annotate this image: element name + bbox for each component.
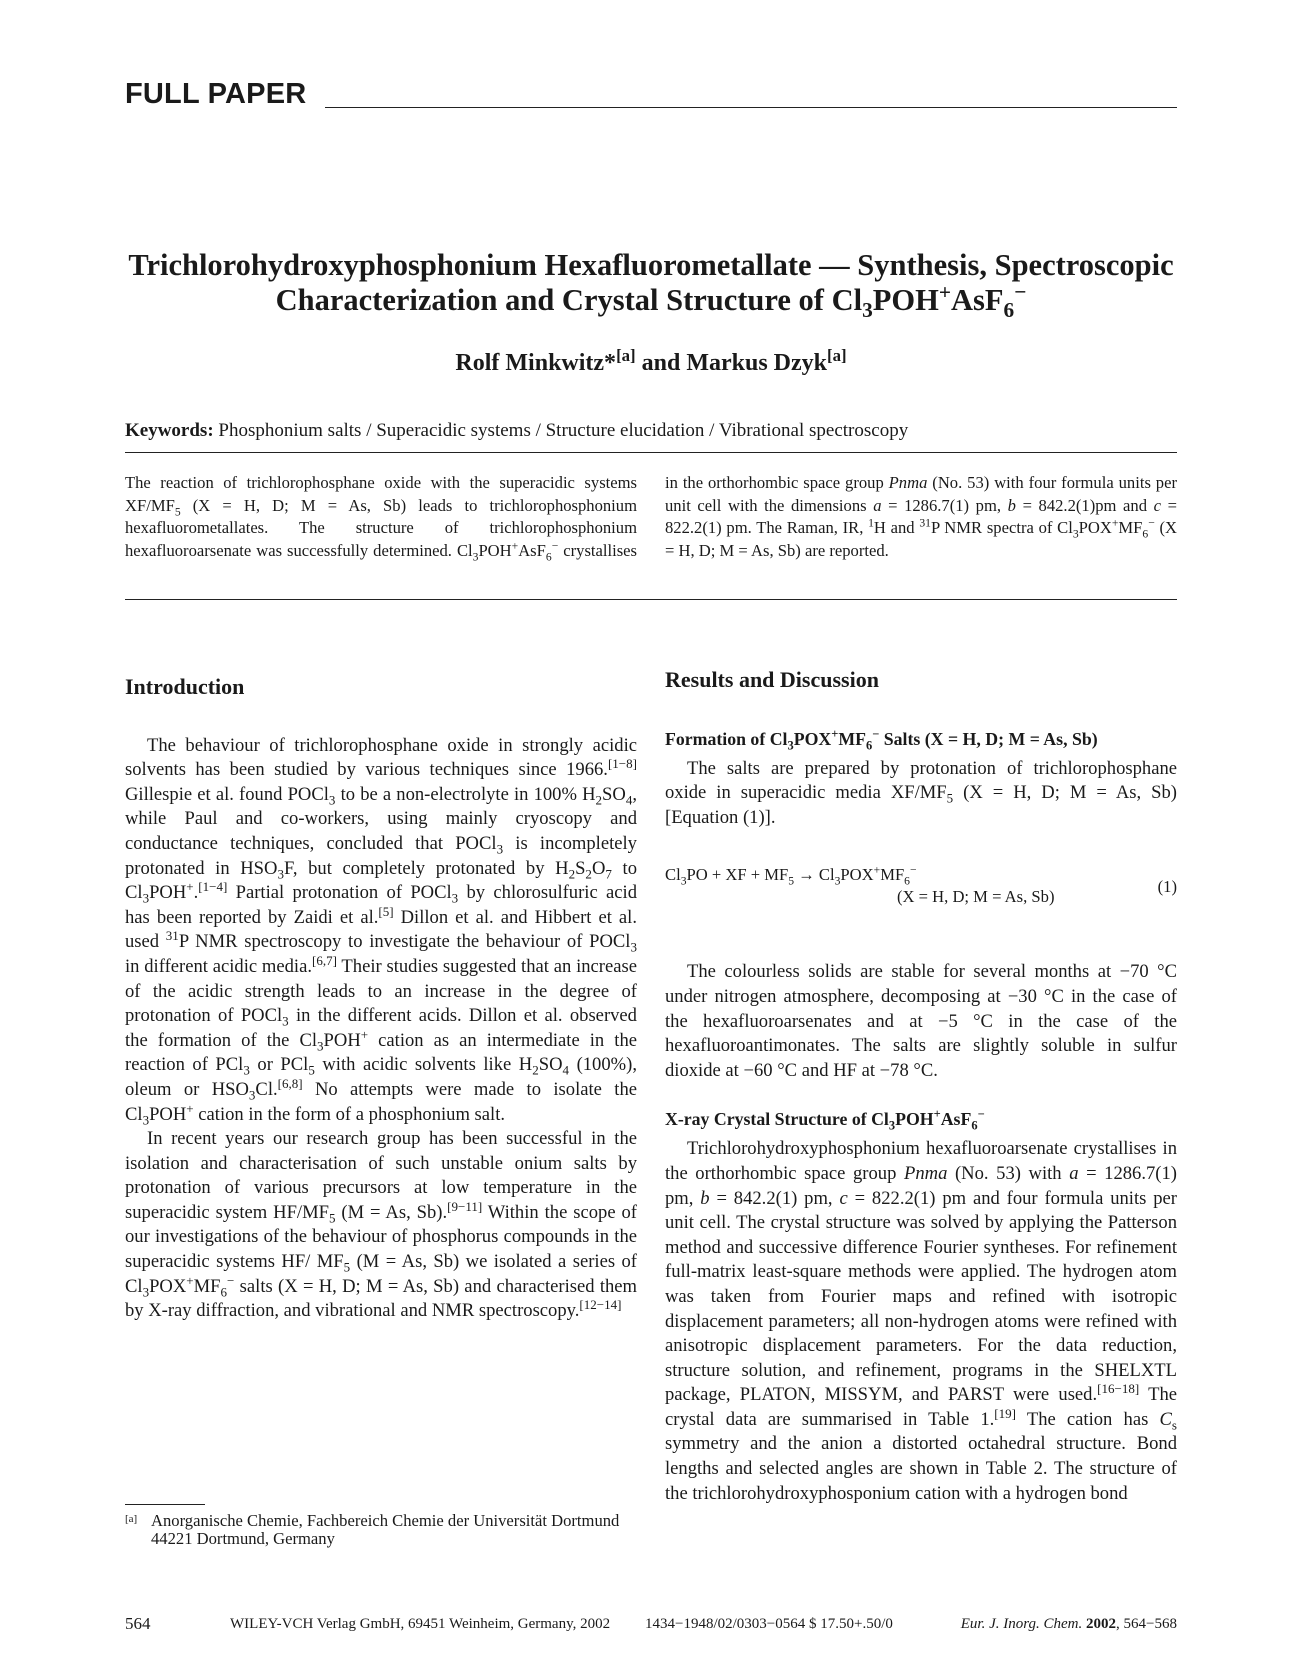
affiliation-footnote [125, 1512, 637, 1548]
introduction-paragraph-2: In recent years our research group has been successful in the isolation and characterisation of such unstable onium salts by protonation of various precursors at low temperature in the superacidic system $HF/MF_5$ (M = As, Sb).[9−11] Within the scope of our investigations of the behaviour of phosphorus compounds in the superacidic systems HF/ $MF_5$ (M = As, Sb) we isolated a series of $Cl_3POX^+MF_6^-$ salts (X = H, D; M = As, Sb) and characterised them by X-ray diffraction, and vibrational and NMR spectroscopy.[12−14] [125, 1128, 637, 1322]
left-column [125, 675, 637, 1324]
abstract-top-rule [125, 452, 1177, 453]
header-rule [325, 107, 1177, 108]
results-heading: Results and Discussion [665, 667, 879, 692]
keywords [125, 420, 1177, 442]
xray-paragraph-1: Trichlorohydroxyphosphonium hexafluoroarsenate crystallises in the orthorhombic space group Pnma (No. 53) with a = 1286.7(1) pm, b = 842.2(1) pm, c = 822.2(1) pm and four formula units per unit cell. The crystal structure was solved by applying the Patterson method and successive difference Fourier syntheses. For refinement full-matrix least-square methods were applied. The hydrogen atom was taken from Fourier maps and refined with isotropic displacement parameters; all non-hydrogen atoms were refined with anisotropic displacement parameters. For the data reduction, structure solution, and refinement, programs in the SHELXTL package, PLATON, MISSYM, and PARST were used.[16−18] The crystal data are summarised in Table 1.[19] The cation has $C_s$ symmetry and the anion a distorted octahedral structure. Bond lengths and selected angles are shown in Table 2. The structure of the trichlorohydroxyphosponium cation with a hydrogen bond [665, 1138, 1177, 1504]
formation-paragraph-2: The colourless solids are stable for several months at −70 °C under nitrogen atmosphere, decomposing at −30 °C in the case of the hexafluoroarsenates and at −5 °C in the case of the hexafluoroantimonates. The salts are slightly soluble in sulfur dioxide at −60 °C and HF at −78 °C. [665, 961, 1177, 1081]
right-column [665, 668, 1177, 1506]
paper-title: Trichlorohydroxyphosphonium Hexafluorometallate — Synthesis, Spectroscopic Characterization and Crystal Structure of $Cl_3POH^+AsF_6^-$ [128, 248, 1174, 323]
formation-subheading: Formation of $Cl_3POX^+MF_6^-$ Salts (X = H, D; M = As, Sb) [665, 726, 1098, 753]
footnote-text: Anorganische Chemie, Fachbereich Chemie der Universität Dortmund 44221 Dortmund, Germany [151, 1511, 620, 1548]
equation-1 [665, 864, 1177, 924]
introduction-paragraph-1: The behaviour of trichlorophosphane oxide in strongly acidic solvents has been studied by various techniques since 1966.[1−8] Gillespie et al. found POCl$_3$ to be a non-electrolyte in 100% $H_2SO_4$, while Paul and co-workers, using mainly cryoscopy and conductance techniques, concluded that POCl$_3$ is incompletely protonated in $HSO_3F$, but completely protonated by $H_2S_2O_7$ to $Cl_3POH^+.[1-4]$ Partial protonation of POCl$_3$ by chlorosulfuric acid has been reported by Zaidi et al.[5] Dillon et al. and Hibbert et al. used $^{31}$P NMR spectroscopy to investigate the behaviour of POCl$_3$ in different acidic media.[6,7] Their studies suggested that an increase of the acidic strength leads to an increase in the degree of protonation of POCl$_3$ in the different acids. Dillon et al. observed the formation of the $Cl_3POH^+$ cation as an intermediate in the reaction of PCl$_3$ or PCl$_5$ with acidic solvents like $H_2SO_4$ (100%), oleum or $HSO_3Cl.[6,8]$ No attempts were made to isolate the $Cl_3POH^+$ cation in the form of a phosphonium salt. [125, 734, 637, 1128]
journal-citation: Eur. J. Inorg. Chem. 2002, 564−568 [960, 1616, 1177, 1632]
section-label: FULL PAPER [125, 78, 307, 110]
keywords-label: Keywords: [125, 420, 214, 441]
equation-number: (1) [1157, 877, 1177, 897]
equation-line-2: (X = H, D; M = As, Sb) [897, 887, 1055, 907]
footnote-rule [125, 1504, 205, 1505]
keywords-list: Phosphonium salts / Superacidic systems / Structure elucidation / Vibrational spectroscopy [218, 420, 909, 441]
introduction-heading: Introduction [125, 674, 245, 699]
publisher-line: WILEY-VCH Verlag GmbH, 69451 Weinheim, Germany, 2002 [230, 1616, 611, 1632]
authors: Rolf Minkwitz*[a] and Markus Dzyk[a] [455, 346, 847, 376]
abstract-bottom-rule [125, 599, 1177, 600]
page-number: 564 [125, 1614, 151, 1633]
article-code: 1434−1948/02/0303−0564 $ 17.50+.50/0 [645, 1616, 893, 1632]
xray-subheading: X-ray Crystal Structure of $Cl_3POH^+AsF_6^-$ [665, 1107, 985, 1133]
formation-paragraph-1: The salts are prepared by protonation of trichlorophosphane oxide in superacidic media $XF/MF_5$ (X = H, D; M = As, Sb) [Equation (1)]. [665, 757, 1177, 828]
equation-line-1: $Cl_3PO$ + XF + $MF_5 \to Cl_3POX^+MF_6^-$ [665, 863, 917, 888]
page-header [125, 78, 1177, 118]
footnote-mark: [a] [125, 1513, 138, 1525]
abstract: The reaction of trichlorophosphane oxide with the superacidic systems $XF/MF_5$ (X = H, D; M = As, Sb) leads to trichlorophosphonium hexafluorometallates. The structure of trichlorophosphonium hexafluoroarsenate was successfully determined. $Cl_3POH^+AsF_6^-$ crystallises in the orthorhombic space group Pnma (No. 53) with four formula units per unit cell with the dimensions a = 1286.7(1) pm, b = 842.2(1)pm and c = 822.2(1) pm. The Raman, IR, $^1$H and $^{31}$P NMR spectra of $Cl_3POX^+MF_6^-$ (X = H, D; M = As, Sb) are reported. [125, 473, 1178, 563]
